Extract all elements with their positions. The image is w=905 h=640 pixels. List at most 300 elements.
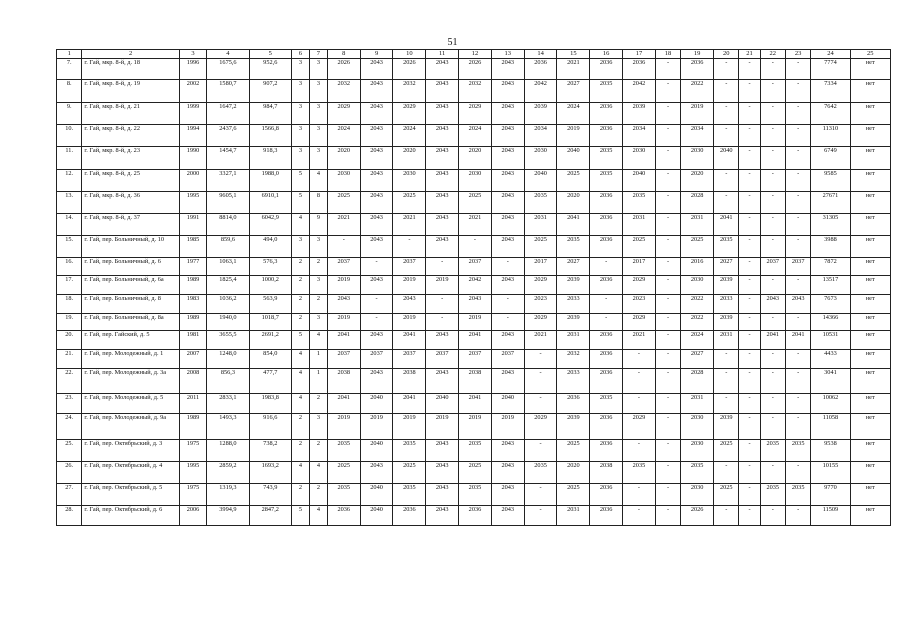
- table-cell: -: [590, 295, 623, 314]
- table-cell: 11509: [811, 506, 850, 526]
- table-cell: 2019: [426, 414, 459, 440]
- row-number: 26.: [57, 462, 82, 484]
- table-cell: -: [760, 350, 785, 369]
- table-cell: 2038: [590, 462, 623, 484]
- table-cell: -: [739, 484, 760, 506]
- table-cell: 859,6: [207, 236, 249, 258]
- table-cell: -: [739, 331, 760, 350]
- table-row: [57, 147, 891, 170]
- table-cell: 2030: [393, 170, 426, 192]
- table-cell: 1994: [179, 125, 207, 147]
- table-cell: -: [623, 394, 656, 414]
- table-cell: 4: [291, 214, 309, 236]
- table-cell: 2027: [681, 350, 714, 369]
- table-cell: 2035: [714, 236, 739, 258]
- table-cell: 2043: [491, 369, 524, 394]
- table-cell: нет: [850, 414, 890, 440]
- row-number: 24.: [57, 414, 82, 440]
- table-cell: 2035: [785, 484, 810, 506]
- table-cell: 2043: [491, 214, 524, 236]
- column-number: 13: [491, 50, 524, 59]
- table-cell: -: [623, 369, 656, 394]
- table-cell: -: [785, 414, 810, 440]
- table-cell: 2043: [426, 192, 459, 214]
- column-number: 7: [309, 50, 327, 59]
- table-cell: 2038: [459, 369, 492, 394]
- column-number: 5: [249, 50, 291, 59]
- table-cell: 2030: [623, 147, 656, 170]
- table-cell: -: [739, 394, 760, 414]
- table-cell: 1248,0: [207, 350, 249, 369]
- table-cell: 2040: [360, 484, 393, 506]
- table-cell: 2019: [459, 314, 492, 331]
- table-cell: -: [714, 170, 739, 192]
- table-cell: 2691,2: [249, 331, 291, 350]
- table-cell: 2037: [760, 258, 785, 276]
- table-cell: нет: [850, 295, 890, 314]
- column-number: 6: [291, 50, 309, 59]
- table-cell: 2037: [393, 350, 426, 369]
- table-cell: -: [785, 59, 810, 80]
- table-cell: -: [491, 314, 524, 331]
- table-cell: 856,3: [207, 369, 249, 394]
- table-cell: 2043: [360, 147, 393, 170]
- table-cell: 2: [309, 440, 327, 462]
- table-cell: 2028: [681, 192, 714, 214]
- table-cell: 2847,2: [249, 506, 291, 526]
- table-cell: 1566,8: [249, 125, 291, 147]
- table-cell: 3: [309, 147, 327, 170]
- table-cell: 1989: [179, 314, 207, 331]
- table-cell: 984,7: [249, 103, 291, 125]
- table-cell: нет: [850, 350, 890, 369]
- table-cell: 5: [291, 331, 309, 350]
- table-cell: 2036: [590, 276, 623, 295]
- table-cell: -: [524, 484, 557, 506]
- table-cell: нет: [850, 462, 890, 484]
- table-cell: -: [655, 506, 680, 526]
- table-cell: -: [760, 214, 785, 236]
- row-number: 18.: [57, 295, 82, 314]
- row-number: 15.: [57, 236, 82, 258]
- table-cell: 3327,1: [207, 170, 249, 192]
- table-cell: 4: [309, 170, 327, 192]
- table-cell: -: [655, 192, 680, 214]
- table-row: [57, 59, 891, 80]
- table-cell: 2036: [623, 59, 656, 80]
- table-cell: -: [739, 314, 760, 331]
- table-cell: -: [785, 147, 810, 170]
- table-cell: -: [655, 331, 680, 350]
- table-row: [57, 440, 891, 462]
- table-cell: 2043: [426, 484, 459, 506]
- table-cell: -: [760, 80, 785, 103]
- table-cell: -: [393, 236, 426, 258]
- table-row: [57, 125, 891, 147]
- table-cell: 2040: [491, 394, 524, 414]
- table-cell: 2043: [491, 80, 524, 103]
- address-cell: г. Гай, мкр. 8-й, д. 19: [82, 80, 179, 103]
- address-cell: г. Гай, пер. Октябрьский, д. 4: [82, 462, 179, 484]
- table-cell: -: [426, 314, 459, 331]
- table-cell: 2: [291, 295, 309, 314]
- column-number: 8: [327, 50, 360, 59]
- table-cell: 2039: [557, 276, 590, 295]
- table-cell: 2043: [360, 276, 393, 295]
- table-cell: 2028: [681, 369, 714, 394]
- table-cell: 2025: [327, 462, 360, 484]
- table-cell: 9585: [811, 170, 850, 192]
- table-cell: 2035: [590, 394, 623, 414]
- table-cell: -: [714, 350, 739, 369]
- address-cell: г. Гай, пер. Молодежный, д. 3а: [82, 369, 179, 394]
- table-cell: 2043: [360, 369, 393, 394]
- table-cell: 1996: [179, 59, 207, 80]
- table-cell: 2032: [327, 80, 360, 103]
- row-number: 11.: [57, 147, 82, 170]
- table-cell: -: [739, 440, 760, 462]
- table-cell: 2030: [681, 440, 714, 462]
- table-cell: 2037: [327, 258, 360, 276]
- table-cell: нет: [850, 103, 890, 125]
- row-number: 23.: [57, 394, 82, 414]
- table-cell: -: [785, 276, 810, 295]
- table-cell: 7673: [811, 295, 850, 314]
- table-cell: 2025: [524, 236, 557, 258]
- table-cell: 2021: [393, 214, 426, 236]
- table-row: [57, 276, 891, 295]
- table-cell: -: [590, 314, 623, 331]
- address-cell: г. Гай, пер. Больничный, д. 10: [82, 236, 179, 258]
- table-row: [57, 170, 891, 192]
- table-cell: 1493,3: [207, 414, 249, 440]
- table-cell: 2043: [426, 236, 459, 258]
- address-cell: г. Гай, пер. Гайский, д. 5: [82, 331, 179, 350]
- row-number: 7.: [57, 59, 82, 80]
- table-cell: 2043: [426, 462, 459, 484]
- table-cell: 2025: [557, 484, 590, 506]
- table-cell: нет: [850, 331, 890, 350]
- column-number: 17: [623, 50, 656, 59]
- table-cell: -: [739, 125, 760, 147]
- table-cell: 2043: [491, 506, 524, 526]
- table-cell: -: [760, 103, 785, 125]
- table-cell: -: [714, 506, 739, 526]
- table-cell: 2029: [524, 276, 557, 295]
- row-number: 27.: [57, 484, 82, 506]
- table-cell: 2033: [714, 295, 739, 314]
- table-cell: 2036: [590, 59, 623, 80]
- column-number: 21: [739, 50, 760, 59]
- table-cell: 2043: [426, 125, 459, 147]
- table-cell: -: [739, 80, 760, 103]
- table-cell: 2038: [393, 369, 426, 394]
- table-cell: 2041: [459, 394, 492, 414]
- table-cell: 2030: [681, 484, 714, 506]
- table-cell: 952,6: [249, 59, 291, 80]
- table-cell: 2025: [623, 236, 656, 258]
- table-cell: 2042: [623, 80, 656, 103]
- table-cell: нет: [850, 258, 890, 276]
- table-row: [57, 414, 891, 440]
- column-number: 14: [524, 50, 557, 59]
- table-cell: -: [760, 462, 785, 484]
- table-cell: 1983,8: [249, 394, 291, 414]
- table-cell: 2: [291, 276, 309, 295]
- table-cell: 2043: [491, 236, 524, 258]
- table-row: [57, 394, 891, 414]
- table-cell: 2021: [524, 331, 557, 350]
- table-cell: -: [714, 462, 739, 484]
- table-cell: 563,9: [249, 295, 291, 314]
- table-cell: 1975: [179, 440, 207, 462]
- table-cell: 2036: [459, 506, 492, 526]
- table-cell: -: [739, 462, 760, 484]
- table-cell: 2017: [623, 258, 656, 276]
- table-cell: 2019: [360, 414, 393, 440]
- row-number: 21.: [57, 350, 82, 369]
- table-cell: -: [655, 414, 680, 440]
- table-cell: нет: [850, 369, 890, 394]
- table-cell: 13517: [811, 276, 850, 295]
- table-cell: 2024: [557, 103, 590, 125]
- table-cell: 2036: [590, 440, 623, 462]
- table-cell: 3: [309, 59, 327, 80]
- address-cell: г. Гай, пер. Октябрьский, д. 3: [82, 440, 179, 462]
- table-cell: -: [760, 506, 785, 526]
- table-cell: -: [785, 80, 810, 103]
- table-cell: -: [714, 192, 739, 214]
- table-cell: 10062: [811, 394, 850, 414]
- table-cell: -: [655, 369, 680, 394]
- table-cell: 2043: [360, 59, 393, 80]
- table-cell: 2023: [524, 295, 557, 314]
- table-cell: -: [655, 103, 680, 125]
- table-cell: -: [360, 258, 393, 276]
- table-cell: -: [739, 147, 760, 170]
- table-cell: -: [524, 440, 557, 462]
- table-cell: 2027: [557, 258, 590, 276]
- table-cell: 10531: [811, 331, 850, 350]
- table-cell: 2011: [179, 394, 207, 414]
- column-number: 9: [360, 50, 393, 59]
- table-cell: 2043: [491, 462, 524, 484]
- table-row: [57, 80, 891, 103]
- table-cell: 2039: [623, 103, 656, 125]
- table-cell: 2002: [179, 80, 207, 103]
- table-cell: 2: [291, 414, 309, 440]
- table-cell: -: [739, 276, 760, 295]
- table-cell: 2025: [393, 192, 426, 214]
- row-number: 13.: [57, 192, 82, 214]
- table-cell: -: [714, 103, 739, 125]
- table-cell: 2030: [327, 170, 360, 192]
- address-cell: г. Гай, мкр. 8-й, д. 23: [82, 147, 179, 170]
- table-cell: 2034: [623, 125, 656, 147]
- table-cell: 2035: [557, 236, 590, 258]
- table-cell: 4: [309, 506, 327, 526]
- table-row: [57, 103, 891, 125]
- table-cell: 2017: [524, 258, 557, 276]
- table-cell: 7872: [811, 258, 850, 276]
- table-cell: нет: [850, 484, 890, 506]
- table-cell: 3: [291, 125, 309, 147]
- address-cell: г. Гай, пер. Больничный, д. 8а: [82, 314, 179, 331]
- table-cell: 1988,0: [249, 170, 291, 192]
- table-cell: 2036: [590, 236, 623, 258]
- table-cell: 2036: [590, 192, 623, 214]
- table-cell: 1989: [179, 276, 207, 295]
- table-cell: 2035: [524, 192, 557, 214]
- table-cell: -: [524, 350, 557, 369]
- table-cell: 2030: [681, 147, 714, 170]
- table-row: [57, 369, 891, 394]
- table-cell: -: [760, 276, 785, 295]
- table-cell: 2043: [393, 295, 426, 314]
- table-cell: -: [760, 369, 785, 394]
- table-cell: нет: [850, 440, 890, 462]
- table-cell: 4: [309, 331, 327, 350]
- table-cell: 3: [291, 103, 309, 125]
- table-cell: 1580,7: [207, 80, 249, 103]
- row-number: 12.: [57, 170, 82, 192]
- table-cell: -: [739, 103, 760, 125]
- table-cell: 2019: [393, 414, 426, 440]
- table-cell: 916,6: [249, 414, 291, 440]
- table-cell: 2032: [393, 80, 426, 103]
- table-cell: 2019: [491, 414, 524, 440]
- table-cell: -: [655, 462, 680, 484]
- table-cell: 6910,1: [249, 192, 291, 214]
- table-cell: 3041: [811, 369, 850, 394]
- column-number: 20: [714, 50, 739, 59]
- table-cell: -: [655, 214, 680, 236]
- table-cell: 2031: [524, 214, 557, 236]
- table-cell: 2035: [327, 484, 360, 506]
- table-cell: 2035: [623, 192, 656, 214]
- table-cell: -: [739, 369, 760, 394]
- table-cell: -: [360, 314, 393, 331]
- table-cell: 2040: [360, 506, 393, 526]
- table-cell: нет: [850, 80, 890, 103]
- table-cell: 2033: [557, 295, 590, 314]
- table-cell: 2039: [524, 103, 557, 125]
- table-cell: 2021: [459, 214, 492, 236]
- table-cell: -: [739, 506, 760, 526]
- table-cell: 2041: [557, 214, 590, 236]
- table-cell: 2029: [524, 314, 557, 331]
- column-number: 15: [557, 50, 590, 59]
- column-number: 25: [850, 50, 890, 59]
- table-cell: -: [760, 125, 785, 147]
- table-cell: -: [655, 350, 680, 369]
- row-number: 10.: [57, 125, 82, 147]
- table-cell: 2036: [524, 59, 557, 80]
- table-cell: 2007: [179, 350, 207, 369]
- column-number: 4: [207, 50, 249, 59]
- table-cell: -: [739, 59, 760, 80]
- table-cell: 2036: [327, 506, 360, 526]
- address-cell: г. Гай, мкр. 8-й, д. 21: [82, 103, 179, 125]
- table-cell: 3: [291, 236, 309, 258]
- column-number: 2: [82, 50, 179, 59]
- table-cell: 1000,2: [249, 276, 291, 295]
- table-cell: 2043: [491, 59, 524, 80]
- table-row: [57, 192, 891, 214]
- table-cell: 2021: [623, 331, 656, 350]
- table-cell: 2036: [590, 369, 623, 394]
- table-cell: 2037: [360, 350, 393, 369]
- table-cell: 2041: [393, 394, 426, 414]
- table-cell: 1: [309, 369, 327, 394]
- table-cell: 3994,9: [207, 506, 249, 526]
- address-cell: г. Гай, мкр. 8-й, д. 22: [82, 125, 179, 147]
- table-cell: 2022: [681, 314, 714, 331]
- table-cell: 3: [291, 147, 309, 170]
- table-cell: 2032: [459, 80, 492, 103]
- table-cell: 2043: [426, 506, 459, 526]
- table-cell: -: [655, 276, 680, 295]
- table-cell: 2: [309, 394, 327, 414]
- table-cell: -: [785, 314, 810, 331]
- table-cell: 2859,2: [207, 462, 249, 484]
- table-cell: 1990: [179, 147, 207, 170]
- table-cell: нет: [850, 59, 890, 80]
- table-cell: 1940,0: [207, 314, 249, 331]
- table-cell: 1: [309, 350, 327, 369]
- column-number: 18: [655, 50, 680, 59]
- table-cell: -: [655, 258, 680, 276]
- table-cell: -: [785, 125, 810, 147]
- table-cell: -: [655, 125, 680, 147]
- table-cell: 2020: [459, 147, 492, 170]
- table-cell: 2035: [681, 462, 714, 484]
- table-cell: 2035: [524, 462, 557, 484]
- address-cell: г. Гай, пер. Октябрьский, д. 5: [82, 484, 179, 506]
- table-cell: 2043: [785, 295, 810, 314]
- table-cell: 2043: [360, 192, 393, 214]
- table-cell: 3: [309, 103, 327, 125]
- address-cell: г. Гай, пер. Молодежный, д. 9а: [82, 414, 179, 440]
- table-cell: 2031: [623, 214, 656, 236]
- table-cell: 2040: [714, 147, 739, 170]
- table-cell: 2039: [714, 276, 739, 295]
- table-cell: 2036: [393, 506, 426, 526]
- table-cell: -: [714, 369, 739, 394]
- table-cell: -: [655, 170, 680, 192]
- table-cell: 2030: [681, 414, 714, 440]
- table-cell: -: [623, 484, 656, 506]
- table-cell: 2026: [393, 59, 426, 80]
- table-cell: 2043: [360, 214, 393, 236]
- table-cell: 2043: [360, 103, 393, 125]
- table-cell: 2024: [393, 125, 426, 147]
- table-cell: -: [459, 236, 492, 258]
- table-cell: нет: [850, 394, 890, 414]
- table-cell: 2036: [590, 484, 623, 506]
- table-cell: 2037: [459, 350, 492, 369]
- table-cell: 2023: [623, 295, 656, 314]
- table-cell: 2026: [681, 506, 714, 526]
- table-cell: 2037: [459, 258, 492, 276]
- table-cell: -: [426, 258, 459, 276]
- table-cell: нет: [850, 236, 890, 258]
- table-cell: 2040: [360, 440, 393, 462]
- table-cell: 2043: [459, 295, 492, 314]
- table-cell: 2024: [327, 125, 360, 147]
- table-cell: 4: [309, 462, 327, 484]
- table-cell: 2043: [360, 331, 393, 350]
